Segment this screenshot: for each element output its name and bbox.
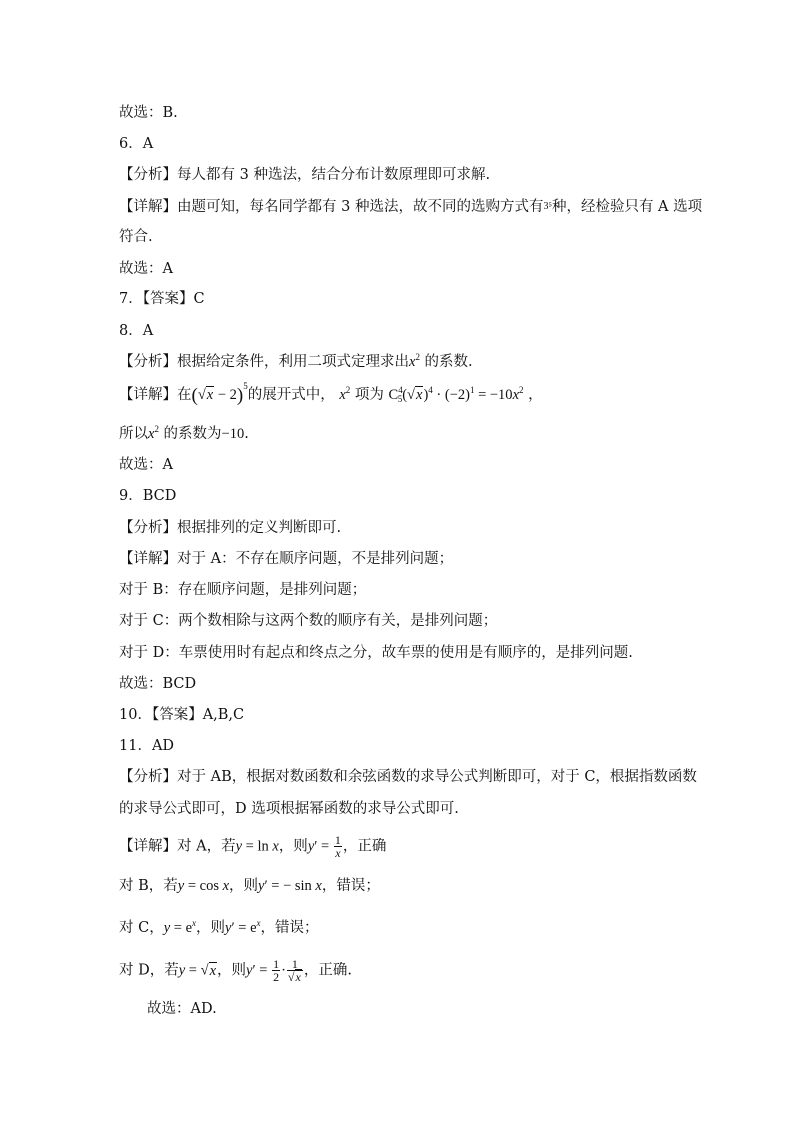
answer-line-6: 6．A [119, 136, 154, 152]
analysis-line: 【分析】根据给定条件，利用二项式定理求出$x^2$ 的系数. [119, 352, 473, 370]
detail-line: 【详解】对于 A：不存在顺序问题，不是排列问题； [119, 551, 454, 567]
choice-line: 故选：AD. [147, 1001, 217, 1017]
answer-line-8: 8．A [119, 323, 154, 339]
text-line: 对于 D：车票使用时有起点和终点之分，故车票的使用是有顺序的，是排列问题. [119, 645, 633, 661]
text-line: 故选：B. [119, 105, 178, 121]
answer-line-7: 7．【答案】C [119, 291, 205, 307]
detail-line: 对 D，若y = √x，则y′ = $\frac{1}{2}$ · $\frac{1}{√x}$ ，正确. [119, 957, 352, 984]
detail-line: 【详解】在$(√x - 2)^5$的展开式中， $x^2$ 项为 $C^4_5(√x)^4 \cdot (-2)^1 = -10x^2$ ， [119, 381, 543, 406]
detail-line: 【详解】对 A，若y = ln x，则y′ = $\frac{1}{x}$ ，正确 [119, 833, 387, 860]
choice-line: 故选：BCD [119, 676, 197, 692]
analysis-line: 【分析】每人都有 3 种选法，结合分布计数原理即可求解. [119, 167, 491, 183]
detail-line: 对 B，若y = cos x，则y′ = − sin x，错误； [119, 878, 380, 894]
text-line: 符合. [119, 229, 153, 245]
answer-line-11: 11．AD [119, 738, 175, 754]
answer-line-9: 9．BCD [119, 488, 177, 504]
choice-line: 故选：A [119, 457, 173, 473]
analysis-line: 【分析】根据排列的定义判断即可. [119, 520, 342, 536]
analysis-line: 【分析】对于 AB，根据对数函数和余弦函数的求导公式判断即可，对于 C，根据指数函数 [119, 769, 697, 785]
choice-line: 故选：A [119, 261, 173, 277]
text-line: 的求导公式即可，D 选项根据幂函数的求导公式即可. [119, 801, 459, 817]
text-line: 对于 C：两个数相除与这两个数的顺序有关，是排列问题； [119, 613, 498, 629]
detail-line: 所以$x^2$ 的系数为−10. [119, 424, 249, 442]
detail-line: 对 C，$y = e^x$，则$y' = e^x$，错误； [119, 918, 319, 936]
text-line: 对于 B：存在顺序问题，是排列问题； [119, 582, 367, 598]
detail-line: 【详解】由题可知，每名同学都有 3 种选法，故不同的选购方式有3⁵种，经检验只有 A 选项 [119, 199, 703, 215]
answer-line-10: 10．【答案】A,B,C [119, 707, 245, 723]
